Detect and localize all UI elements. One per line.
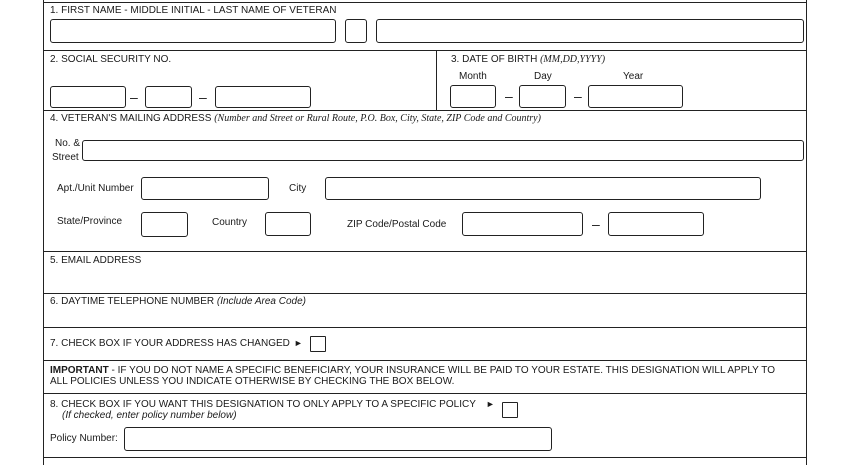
rule-after-8 [43, 457, 807, 458]
zip-input[interactable] [462, 212, 583, 236]
country-input[interactable] [265, 212, 311, 236]
important-notice [50, 365, 775, 377]
ssn-part3-input[interactable] [215, 86, 311, 108]
specific-policy-checkbox[interactable] [502, 402, 518, 418]
rule-top [43, 2, 807, 3]
rule-after-4 [43, 251, 807, 252]
no-label: No. & [55, 138, 81, 149]
rule-after-1 [43, 50, 807, 51]
divider-2-3 [436, 50, 437, 110]
field-3-label [451, 54, 605, 66]
field-2-label: 2. SOCIAL SECURITY NO. [50, 54, 172, 65]
arrow-right-icon: ► [293, 338, 303, 348]
street-input[interactable] [82, 140, 804, 161]
apt-label: Apt./Unit Number [57, 183, 134, 194]
dob-year-label: Year [623, 71, 644, 82]
field-7-label [50, 338, 303, 350]
policy-number-label: Policy Number: [50, 433, 118, 444]
city-label: City [289, 183, 307, 194]
arrow-right-icon: ► [485, 399, 495, 409]
email-input[interactable] [46, 266, 802, 290]
ssn-part2-input[interactable] [145, 86, 192, 108]
rule-after-7 [43, 360, 807, 361]
ssn-part1-input[interactable] [50, 86, 126, 108]
important-line2: ALL POLICIES UNLESS YOU INDICATE OTHERWISE BY CHECKING THE BOX BELOW. [50, 376, 455, 387]
dob-month-label: Month [459, 71, 487, 82]
field-1-label: 1. FIRST NAME - MIDDLE INITIAL - LAST NAME OF VETERAN [50, 5, 337, 16]
field-4-label [50, 113, 541, 125]
ssn-dash-2: – [199, 89, 207, 105]
dob-year-input[interactable] [588, 85, 683, 108]
rule-after-2-3 [43, 110, 807, 111]
field-6-label [50, 296, 306, 308]
address-changed-label: 7. CHECK BOX IF YOUR ADDRESS HAS CHANGED [50, 338, 290, 349]
address-changed-checkbox[interactable] [310, 336, 326, 352]
rule-after-5 [43, 293, 807, 294]
dob-day-label: Day [534, 71, 552, 82]
mailing-address-hint: (Number and Street or Rural Route, P.O. Box, City, State, ZIP Code and Country) [214, 113, 541, 124]
policy-number-input[interactable] [124, 427, 552, 451]
dob-format: (MM,DD,YYYY) [540, 54, 606, 65]
dob-label: 3. DATE OF BIRTH [451, 54, 538, 65]
phone-hint: (Include Area Code) [216, 296, 307, 307]
apt-input[interactable] [141, 177, 269, 200]
mailing-address-label: 4. VETERAN'S MAILING ADDRESS [50, 113, 212, 124]
street-label: Street [52, 152, 79, 163]
rule-after-6 [43, 327, 807, 328]
first-name-input[interactable] [50, 19, 336, 43]
country-label: Country [212, 217, 248, 228]
middle-initial-input[interactable] [345, 19, 367, 43]
dob-day-input[interactable] [519, 85, 566, 108]
phone-input[interactable] [46, 308, 802, 325]
state-input[interactable] [141, 212, 188, 237]
rule-after-important [43, 393, 807, 394]
last-name-input[interactable] [376, 19, 804, 43]
phone-label: 6. DAYTIME TELEPHONE NUMBER [50, 296, 215, 307]
dob-dash-1: – [505, 88, 513, 104]
specific-policy-label: 8. CHECK BOX IF YOU WANT THIS DESIGNATION TO ONLY APPLY TO A SPECIFIC POLICY [50, 399, 476, 410]
field-5-label: 5. EMAIL ADDRESS [50, 255, 142, 266]
important-lead: IMPORTANT [50, 365, 109, 376]
zip-dash: – [592, 216, 600, 232]
important-line1: - IF YOU DO NOT NAME A SPECIFIC BENEFICIARY, YOUR INSURANCE WILL BE PAID TO YOUR ESTATE. THIS DESIGNATION WILL APPLY TO [108, 365, 775, 376]
city-input[interactable] [325, 177, 761, 200]
zip-label: ZIP Code/Postal Code [347, 219, 447, 230]
dob-month-input[interactable] [450, 85, 496, 108]
dob-dash-2: – [574, 88, 582, 104]
field-8-label [50, 399, 495, 411]
state-label: State/Province [57, 216, 123, 227]
specific-policy-hint: (If checked, enter policy number below) [62, 410, 237, 421]
ssn-dash-1: – [130, 89, 138, 105]
zip-extension-input[interactable] [608, 212, 704, 236]
